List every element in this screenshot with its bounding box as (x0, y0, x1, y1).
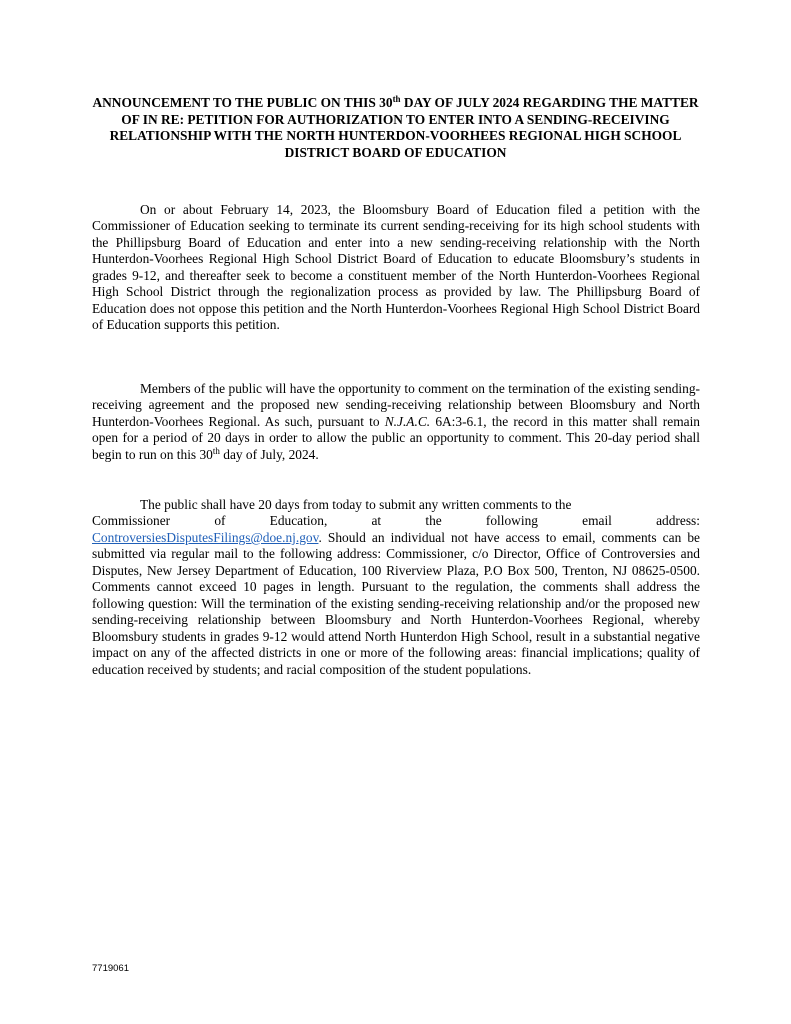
title-part-2: DAY OF JULY 2024 REGARDING THE MATTER OF IN RE: PETITION FOR AUTHORIZATION TO ENTER INTO A SENDING-RECEIVING RELATIONSHIP WITH THE NORTH HUNTERDON-VOORHEES REGIONAL HIGH SCHOOL DISTRICT BOARD OF EDUCATION (109, 95, 699, 160)
spread-word: at (371, 513, 382, 529)
submission-remainder (92, 530, 700, 678)
spread-word: email (582, 513, 612, 529)
spread-word: following (485, 513, 538, 529)
email-link[interactable]: ControversiesDisputesFilings@doe.nj.gov (92, 529, 319, 545)
petition-paragraph: On or about February 14, 2023, the Bloomsbury Board of Education filed a petition with the Commissioner of Education seeking to terminate its current sending-receiving for its high school students with the Phillipsburg Board of Education and enter into a new sending-receiving relationship with the North Hunterdon-Voorhees Regional High School District Board of Education to educate Bloomsbury’s students in grades 9-12, and thereafter seek to become a constituent member of the North Hunterdon-Voorhees Regional High School District through the regionalization process as provided by law. The Phillipsburg Board of Education does not oppose this petition and the North Hunterdon-Voorhees Regional High School District Board of Education supports this petition. (92, 202, 700, 333)
submission-line-1: The public shall have 20 days from today to submit any written comments to the (140, 497, 572, 512)
title-part-1: ANNOUNCEMENT TO THE PUBLIC ON THIS 30 (92, 95, 393, 110)
document-id: 7719061 (92, 963, 129, 974)
spread-word: Commissioner (92, 513, 171, 529)
date-superscript: th (212, 445, 220, 456)
submission-text: . Should an individual not have access to email, comments can be submitted via regular mail to the following address: Commissioner, c/o Director, Office of Controversies and Disputes, New Jersey Department of Education, 100 Riverview Plaza, P.O Box 500, Trenton, NJ 08625-0500. Comments cannot exceed 10 pages in length. Pursuant to the regulation, the comments shall address the following question: Will the termination of the existing sending-receiving relationship and/or the proposed new sending-receiving relationship between Bloomsbury and North Hunterdon-Voorhees Regional, whereby Bloomsbury students in grades 9-12 would attend North Hunterdon High School, result in a substantial negative impact on any of the affected districts in one or more of the following areas: financial implications; quality of education received by students; and racial composition of the student populations. (92, 529, 700, 677)
regulation-citation: N.J.A.C. (384, 413, 431, 429)
title-superscript: th (392, 94, 401, 104)
spread-word: Education, (269, 513, 328, 529)
submission-line-2 (92, 513, 700, 529)
comment-text-2: 6A:3-6.1, the record in this matter shall remain open for a period of 20 days in order to allow the public an opportunity to comment. This 20-day period shall begin to run on this 30 (92, 413, 700, 462)
spread-word: of (214, 513, 226, 529)
submission-paragraph (92, 497, 700, 678)
comment-text-3: day of July, 2024. (219, 446, 319, 462)
announcement-title (84, 95, 707, 161)
comment-text-1: Members of the public will have the opportunity to comment on the termination of the existing sending-receiving agreement and the proposed new sending-receiving relationship between Bloomsbury and North Hunterdon-Voorhees Regional. As such, pursuant to (92, 381, 700, 429)
spread-word: the (425, 513, 442, 529)
spread-word: address: (656, 513, 700, 529)
public-comment-paragraph (92, 381, 700, 463)
